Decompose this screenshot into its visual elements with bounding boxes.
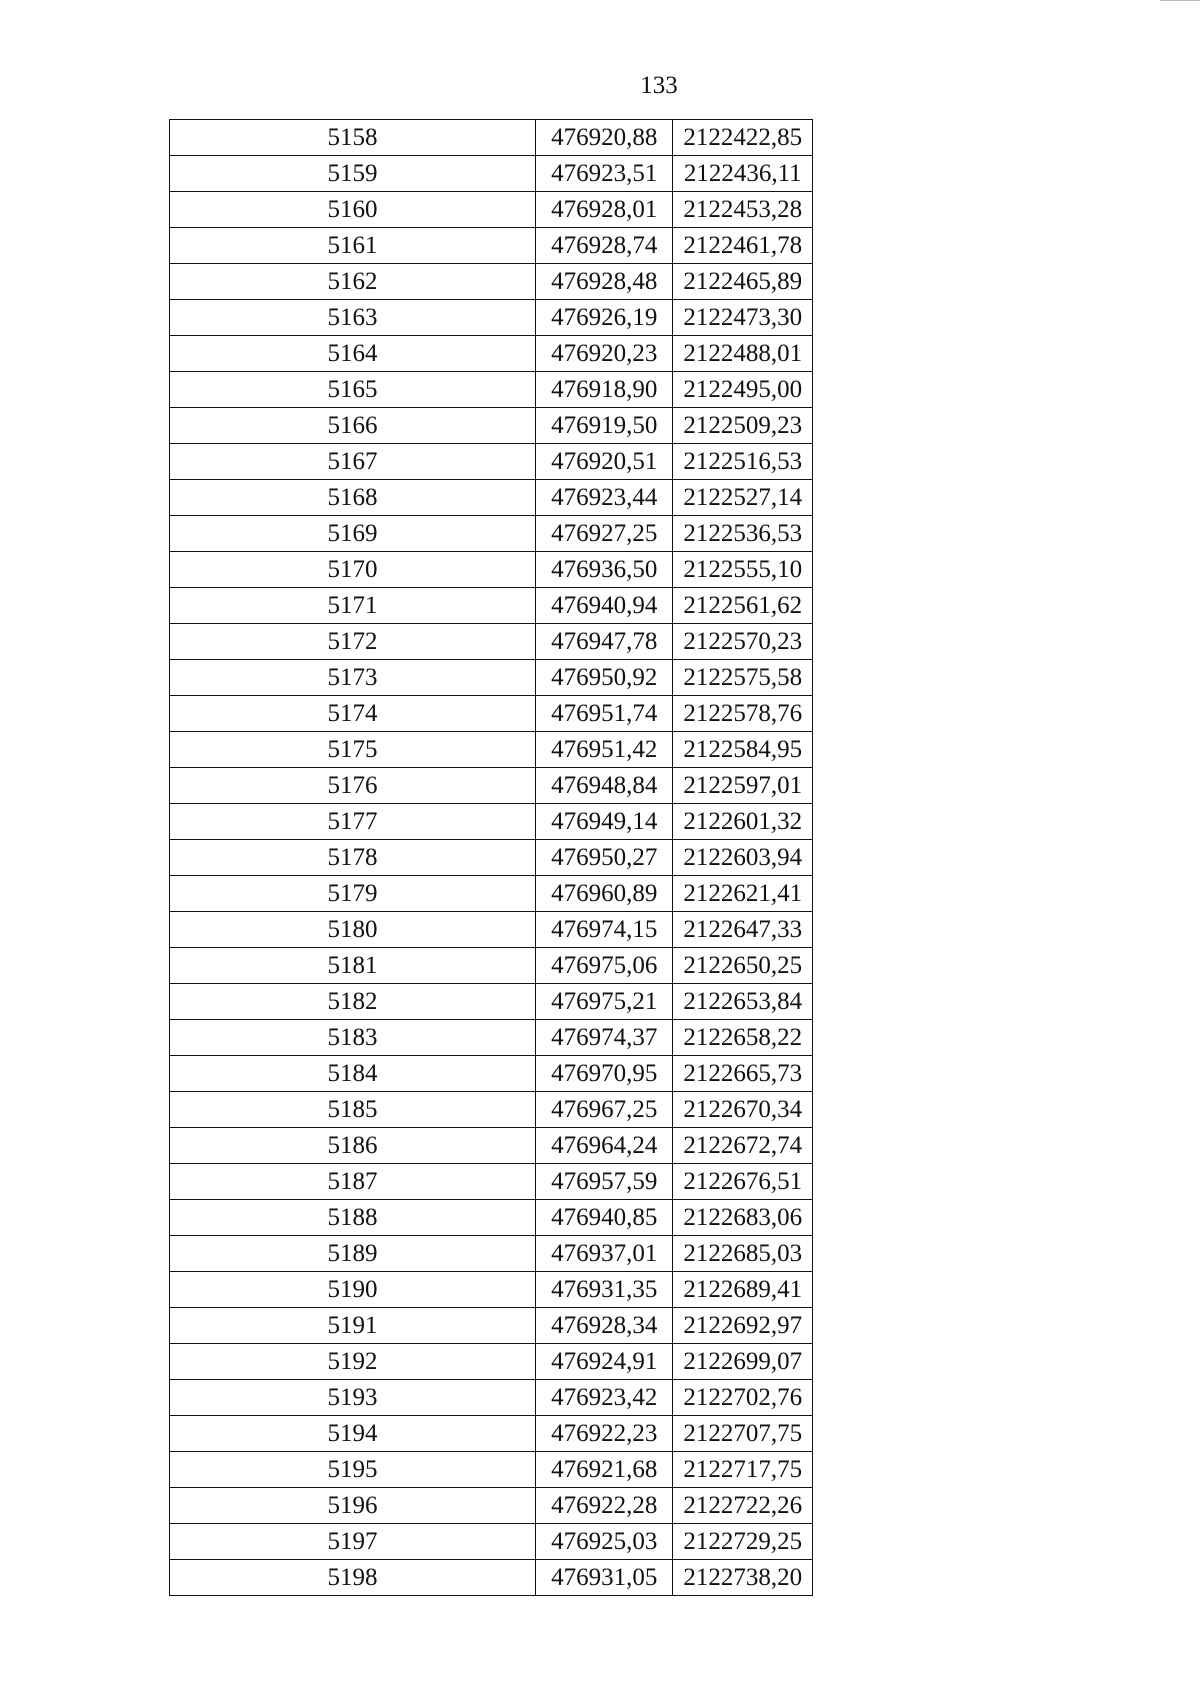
y-coordinate-cell: 2122575,58 [673, 660, 813, 696]
y-coordinate-cell: 2122621,41 [673, 876, 813, 912]
point-number-cell: 5168 [170, 480, 536, 516]
table-row [170, 408, 813, 444]
point-number-cell: 5163 [170, 300, 536, 336]
y-coordinate-cell: 2122561,62 [673, 588, 813, 624]
table-row [170, 588, 813, 624]
point-number-cell: 5158 [170, 120, 536, 156]
y-coordinate-cell: 2122461,78 [673, 228, 813, 264]
table-row [170, 192, 813, 228]
x-coordinate-cell: 476975,21 [535, 984, 672, 1020]
y-coordinate-cell: 2122536,53 [673, 516, 813, 552]
point-number-cell: 5180 [170, 912, 536, 948]
point-number-cell: 5165 [170, 372, 536, 408]
table-row [170, 1236, 813, 1272]
x-coordinate-cell: 476922,28 [535, 1488, 672, 1524]
table-row [170, 660, 813, 696]
point-number-cell: 5185 [170, 1092, 536, 1128]
x-coordinate-cell: 476947,78 [535, 624, 672, 660]
y-coordinate-cell: 2122653,84 [673, 984, 813, 1020]
table-row [170, 372, 813, 408]
point-number-cell: 5182 [170, 984, 536, 1020]
x-coordinate-cell: 476920,88 [535, 120, 672, 156]
x-coordinate-cell: 476920,23 [535, 336, 672, 372]
table-row [170, 1524, 813, 1560]
y-coordinate-cell: 2122584,95 [673, 732, 813, 768]
x-coordinate-cell: 476923,51 [535, 156, 672, 192]
point-number-cell: 5178 [170, 840, 536, 876]
coordinates-table [169, 119, 813, 1596]
table-row [170, 1416, 813, 1452]
point-number-cell: 5160 [170, 192, 536, 228]
y-coordinate-cell: 2122601,32 [673, 804, 813, 840]
point-number-cell: 5197 [170, 1524, 536, 1560]
table-row [170, 1308, 813, 1344]
table-row [170, 516, 813, 552]
point-number-cell: 5170 [170, 552, 536, 588]
x-coordinate-cell: 476923,42 [535, 1380, 672, 1416]
table-row [170, 1344, 813, 1380]
y-coordinate-cell: 2122738,20 [673, 1560, 813, 1596]
x-coordinate-cell: 476940,94 [535, 588, 672, 624]
x-coordinate-cell: 476951,74 [535, 696, 672, 732]
y-coordinate-cell: 2122676,51 [673, 1164, 813, 1200]
point-number-cell: 5189 [170, 1236, 536, 1272]
y-coordinate-cell: 2122707,75 [673, 1416, 813, 1452]
point-number-cell: 5174 [170, 696, 536, 732]
point-number-cell: 5167 [170, 444, 536, 480]
y-coordinate-cell: 2122488,01 [673, 336, 813, 372]
point-number-cell: 5193 [170, 1380, 536, 1416]
x-coordinate-cell: 476928,34 [535, 1308, 672, 1344]
x-coordinate-cell: 476974,37 [535, 1020, 672, 1056]
x-coordinate-cell: 476925,03 [535, 1524, 672, 1560]
table-row [170, 1452, 813, 1488]
point-number-cell: 5187 [170, 1164, 536, 1200]
x-coordinate-cell: 476940,85 [535, 1200, 672, 1236]
table-row [170, 1092, 813, 1128]
y-coordinate-cell: 2122509,23 [673, 408, 813, 444]
table-row [170, 1020, 813, 1056]
x-coordinate-cell: 476937,01 [535, 1236, 672, 1272]
x-coordinate-cell: 476974,15 [535, 912, 672, 948]
y-coordinate-cell: 2122717,75 [673, 1452, 813, 1488]
table-row [170, 1272, 813, 1308]
x-coordinate-cell: 476924,91 [535, 1344, 672, 1380]
y-coordinate-cell: 2122699,07 [673, 1344, 813, 1380]
point-number-cell: 5171 [170, 588, 536, 624]
table-row [170, 912, 813, 948]
point-number-cell: 5173 [170, 660, 536, 696]
point-number-cell: 5169 [170, 516, 536, 552]
table-row [170, 984, 813, 1020]
y-coordinate-cell: 2122702,76 [673, 1380, 813, 1416]
y-coordinate-cell: 2122473,30 [673, 300, 813, 336]
y-coordinate-cell: 2122647,33 [673, 912, 813, 948]
table-row [170, 696, 813, 732]
table-row [170, 444, 813, 480]
point-number-cell: 5192 [170, 1344, 536, 1380]
table-row [170, 876, 813, 912]
point-number-cell: 5184 [170, 1056, 536, 1092]
table-row [170, 1200, 813, 1236]
point-number-cell: 5198 [170, 1560, 536, 1596]
x-coordinate-cell: 476949,14 [535, 804, 672, 840]
table-row [170, 840, 813, 876]
table-row [170, 336, 813, 372]
y-coordinate-cell: 2122516,53 [673, 444, 813, 480]
x-coordinate-cell: 476950,27 [535, 840, 672, 876]
x-coordinate-cell: 476923,44 [535, 480, 672, 516]
table-row [170, 1380, 813, 1416]
x-coordinate-cell: 476931,05 [535, 1560, 672, 1596]
x-coordinate-cell: 476931,35 [535, 1272, 672, 1308]
x-coordinate-cell: 476926,19 [535, 300, 672, 336]
point-number-cell: 5186 [170, 1128, 536, 1164]
point-number-cell: 5166 [170, 408, 536, 444]
x-coordinate-cell: 476928,48 [535, 264, 672, 300]
x-coordinate-cell: 476957,59 [535, 1164, 672, 1200]
table-row [170, 228, 813, 264]
y-coordinate-cell: 2122692,97 [673, 1308, 813, 1344]
x-coordinate-cell: 476936,50 [535, 552, 672, 588]
table-row [170, 552, 813, 588]
x-coordinate-cell: 476975,06 [535, 948, 672, 984]
x-coordinate-cell: 476928,01 [535, 192, 672, 228]
table-row [170, 480, 813, 516]
y-coordinate-cell: 2122597,01 [673, 768, 813, 804]
table-row [170, 1488, 813, 1524]
table-row [170, 1056, 813, 1092]
table-row [170, 1164, 813, 1200]
y-coordinate-cell: 2122670,34 [673, 1092, 813, 1128]
y-coordinate-cell: 2122527,14 [673, 480, 813, 516]
y-coordinate-cell: 2122729,25 [673, 1524, 813, 1560]
scan-edge-mark [1160, 0, 1200, 5]
y-coordinate-cell: 2122722,26 [673, 1488, 813, 1524]
point-number-cell: 5164 [170, 336, 536, 372]
point-number-cell: 5162 [170, 264, 536, 300]
point-number-cell: 5191 [170, 1308, 536, 1344]
x-coordinate-cell: 476918,90 [535, 372, 672, 408]
table-row [170, 804, 813, 840]
point-number-cell: 5176 [170, 768, 536, 804]
point-number-cell: 5188 [170, 1200, 536, 1236]
x-coordinate-cell: 476919,50 [535, 408, 672, 444]
y-coordinate-cell: 2122436,11 [673, 156, 813, 192]
table-row [170, 732, 813, 768]
y-coordinate-cell: 2122665,73 [673, 1056, 813, 1092]
point-number-cell: 5181 [170, 948, 536, 984]
x-coordinate-cell: 476967,25 [535, 1092, 672, 1128]
y-coordinate-cell: 2122555,10 [673, 552, 813, 588]
table-row [170, 948, 813, 984]
y-coordinate-cell: 2122465,89 [673, 264, 813, 300]
y-coordinate-cell: 2122685,03 [673, 1236, 813, 1272]
x-coordinate-cell: 476951,42 [535, 732, 672, 768]
table-row [170, 156, 813, 192]
x-coordinate-cell: 476927,25 [535, 516, 672, 552]
point-number-cell: 5195 [170, 1452, 536, 1488]
point-number-cell: 5190 [170, 1272, 536, 1308]
point-number-cell: 5177 [170, 804, 536, 840]
y-coordinate-cell: 2122570,23 [673, 624, 813, 660]
table-row [170, 768, 813, 804]
y-coordinate-cell: 2122422,85 [673, 120, 813, 156]
y-coordinate-cell: 2122683,06 [673, 1200, 813, 1236]
x-coordinate-cell: 476921,68 [535, 1452, 672, 1488]
point-number-cell: 5159 [170, 156, 536, 192]
y-coordinate-cell: 2122689,41 [673, 1272, 813, 1308]
table-row [170, 120, 813, 156]
point-number-cell: 5183 [170, 1020, 536, 1056]
point-number-cell: 5179 [170, 876, 536, 912]
y-coordinate-cell: 2122453,28 [673, 192, 813, 228]
point-number-cell: 5161 [170, 228, 536, 264]
coordinates-table-body [170, 120, 813, 1596]
y-coordinate-cell: 2122495,00 [673, 372, 813, 408]
table-row [170, 1128, 813, 1164]
point-number-cell: 5196 [170, 1488, 536, 1524]
table-row [170, 300, 813, 336]
x-coordinate-cell: 476960,89 [535, 876, 672, 912]
x-coordinate-cell: 476964,24 [535, 1128, 672, 1164]
point-number-cell: 5194 [170, 1416, 536, 1452]
x-coordinate-cell: 476948,84 [535, 768, 672, 804]
y-coordinate-cell: 2122650,25 [673, 948, 813, 984]
y-coordinate-cell: 2122672,74 [673, 1128, 813, 1164]
x-coordinate-cell: 476950,92 [535, 660, 672, 696]
x-coordinate-cell: 476928,74 [535, 228, 672, 264]
page-number: 133 [640, 72, 678, 99]
y-coordinate-cell: 2122658,22 [673, 1020, 813, 1056]
y-coordinate-cell: 2122578,76 [673, 696, 813, 732]
table-row [170, 1560, 813, 1596]
point-number-cell: 5175 [170, 732, 536, 768]
y-coordinate-cell: 2122603,94 [673, 840, 813, 876]
table-row [170, 264, 813, 300]
x-coordinate-cell: 476920,51 [535, 444, 672, 480]
x-coordinate-cell: 476922,23 [535, 1416, 672, 1452]
point-number-cell: 5172 [170, 624, 536, 660]
x-coordinate-cell: 476970,95 [535, 1056, 672, 1092]
table-row [170, 624, 813, 660]
